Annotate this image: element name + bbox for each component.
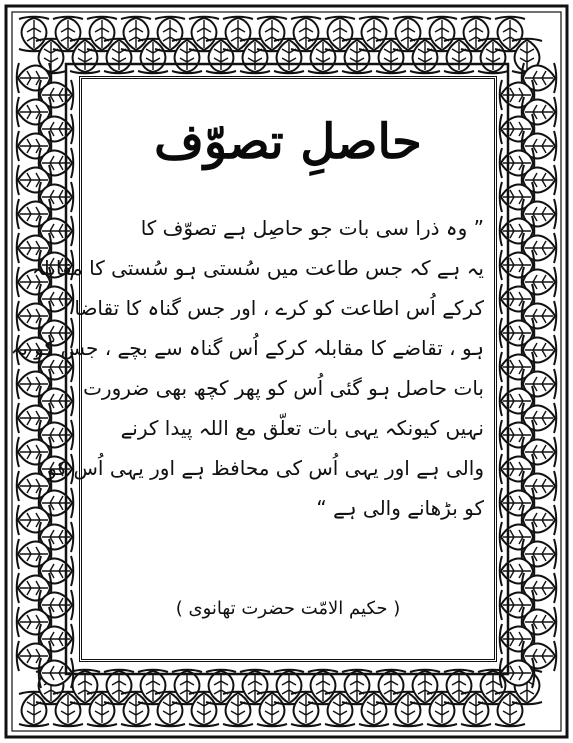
body-line: ہو ، تقاضے کا مقابلہ کرکے اُس گناہ سے بچے ، جس کو یہ (10, 336, 484, 360)
body-line: ” وہ ذرا سی بات جو حاصِل ہے تصوّف کا (140, 216, 484, 240)
body-line: بات حاصل ہو گئی اُس کو پھر کچھ بھی ضرورت (83, 376, 484, 400)
body-line: یہ ہے کہ جس طاعت میں سُستی ہو سُستی کا مقابلہ (31, 256, 484, 280)
document-title: حاصلِ تصوّف (154, 114, 422, 170)
body-line: کرکے اُس اطاعت کو کرے ، اور جس گناہ کا تقاضا (74, 296, 484, 320)
attribution: ( حکیم الامّت حضرت تھانوی ) (175, 598, 401, 619)
body-line: والی ہے اور یہی اُس کی محافظ ہے اور یہی اُس کو (47, 456, 484, 480)
body-line: کو بڑھانے والی ہے “ (316, 496, 484, 520)
body-text (10, 208, 484, 528)
body-line: نہیں کیونکہ یہی بات تعلّق مع اللہ پیدا کرنے (120, 416, 484, 440)
